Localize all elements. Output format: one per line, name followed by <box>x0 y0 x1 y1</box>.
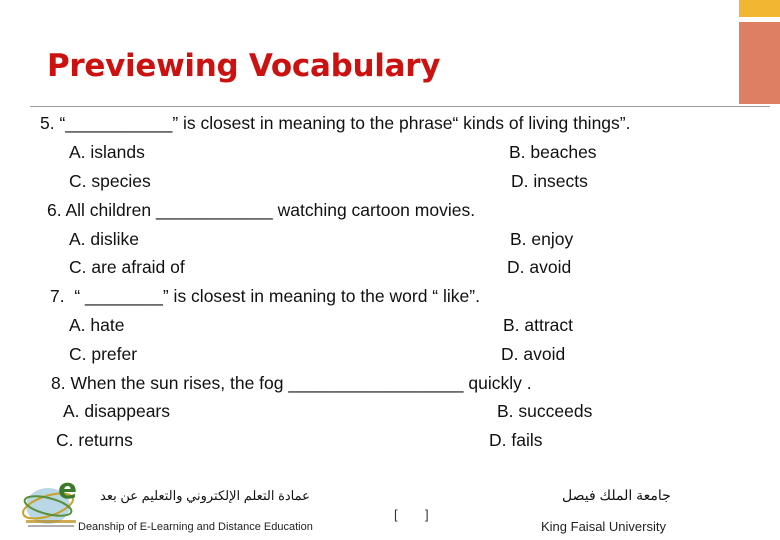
question-7-option-d: D. avoid <box>501 344 566 364</box>
deanship-arabic-label: عمادة التعلم الإلكتروني والتعليم عن بعد <box>100 488 310 503</box>
question-6-option-d: D. avoid <box>507 257 572 277</box>
university-arabic-label: جامعة الملك فيصل <box>562 487 671 503</box>
deanship-english-label: Deanship of E-Learning and Distance Education <box>78 521 313 533</box>
svg-text:e: e <box>58 472 77 505</box>
question-6-stem: 6. All children ____________ watching cartoon movies. <box>47 200 476 220</box>
page-bracket-open: [ <box>394 507 398 522</box>
university-english-label: King Faisal University <box>541 519 666 534</box>
question-5-stem: 5. “___________” is closest in meaning to the phrase“ kinds of living things”. <box>40 113 631 133</box>
question-7-option-b: B. attract <box>503 315 574 335</box>
question-8-stem: 8. When the sun rises, the fog __________________ quickly . <box>51 373 532 393</box>
accent-bar-top <box>739 0 780 17</box>
question-8-option-a: A. disappears <box>63 401 171 421</box>
page-bracket-close: ] <box>425 507 429 522</box>
question-6-option-a: A. dislike <box>69 229 140 249</box>
question-5-option-d: D. insects <box>511 171 588 191</box>
question-6-option-b: B. enjoy <box>510 229 574 249</box>
question-8-option-d: D. fails <box>489 430 543 450</box>
question-5-option-a: A. islands <box>69 142 145 162</box>
accent-bar-mid <box>739 22 780 104</box>
question-5-option-c: C. species <box>69 171 151 191</box>
e-learning-logo-icon <box>18 472 86 532</box>
question-8-option-c: C. returns <box>56 430 133 450</box>
question-7-option-a: A. hate <box>69 315 125 335</box>
title-divider <box>30 106 770 107</box>
question-7-stem: 7. “ ________” is closest in meaning to the word “ like”. <box>50 286 480 306</box>
question-7-option-c: C. prefer <box>69 344 138 364</box>
question-6-option-c: C. are afraid of <box>69 257 185 277</box>
question-8-option-b: B. succeeds <box>497 401 593 421</box>
slide-title: Previewing Vocabulary <box>47 48 441 84</box>
question-5-option-b: B. beaches <box>509 142 597 162</box>
